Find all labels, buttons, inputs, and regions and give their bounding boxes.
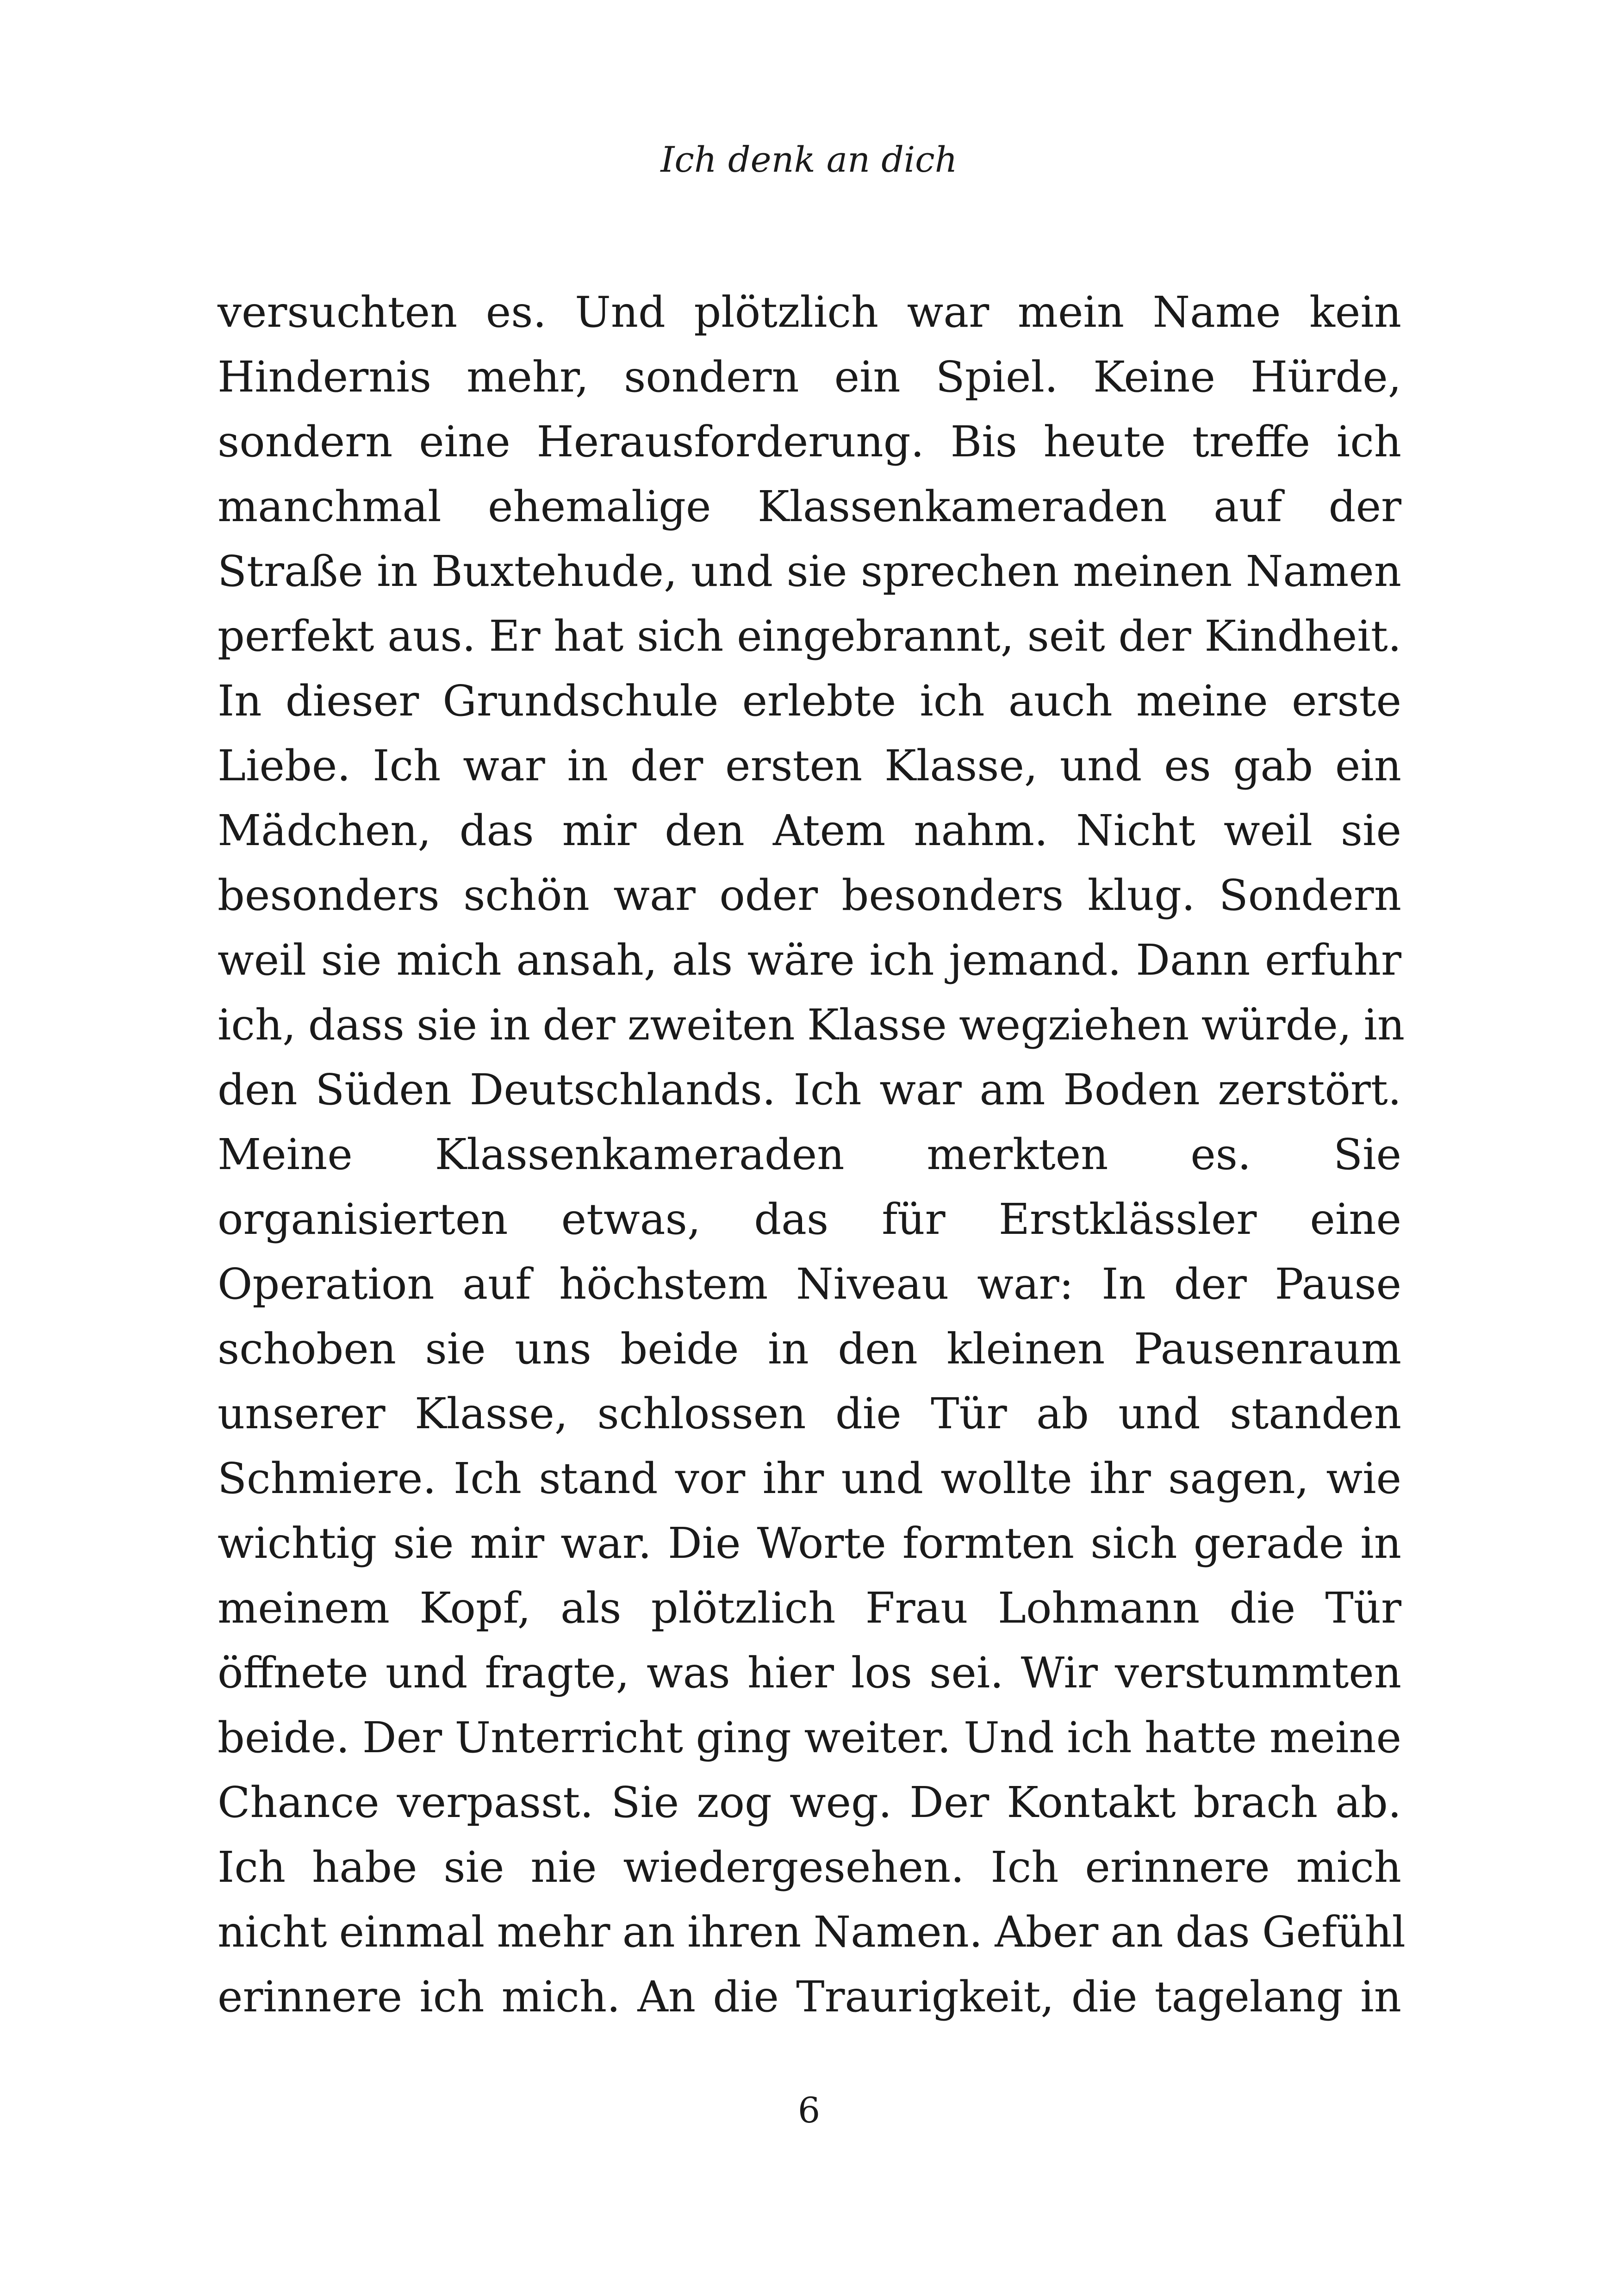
text-line: beide. Der Unterricht ging weiter. Und ich hatte meine [218,1713,1401,1762]
text-line: manchmal ehemalige Klassenkameraden auf der [218,482,1401,531]
text-line: wichtig sie mir war. Die Worte formten sich gerade in [218,1518,1401,1568]
text-line: meinem Kopf, als plötzlich Frau Lohmann die Tür [218,1583,1401,1633]
text-line: versuchten es. Und plötzlich war mein Name kein [218,287,1401,337]
text-line: erinnere ich mich. An die Traurigkeit, die tagelang in [218,1972,1401,2022]
text-line: schoben sie uns beide in den kleinen Pausenraum [218,1324,1401,1374]
text-line: Chance verpasst. Sie zog weg. Der Kontakt brach ab. [218,1778,1401,1827]
text-line: ich, dass sie in der zweiten Klasse wegziehen würde, in [218,1000,1405,1050]
text-line: Ich habe sie nie wiedergesehen. Ich erinnere mich [218,1842,1401,1892]
text-line: weil sie mich ansah, als wäre ich jemand. Dann erfuhr [218,935,1401,985]
text-line: besonders schön war oder besonders klug. Sondern [218,871,1401,920]
text-line: Schmiere. Ich stand vor ihr und wollte ihr sagen, wie [218,1454,1401,1503]
text-line: perfekt aus. Er hat sich eingebrannt, seit der Kindheit. [218,611,1401,661]
text-line: Liebe. Ich war in der ersten Klasse, und es gab ein [218,741,1401,790]
text-line: sondern eine Herausforderung. Bis heute treffe ich [218,417,1401,467]
text-line: Meine Klassenkameraden merkten es. Sie [218,1130,1401,1179]
text-line: Mädchen, das mir den Atem nahm. Nicht weil sie [218,806,1401,855]
text-line: unserer Klasse, schlossen die Tür ab und standen [218,1389,1401,1438]
page-number: 6 [797,2090,821,2131]
text-line: Hindernis mehr, sondern ein Spiel. Keine Hürde, [218,352,1401,402]
text-line: öffnete und fragte, was hier los sei. Wir verstummten [218,1648,1401,1698]
text-line: In dieser Grundschule erlebte ich auch meine erste [218,676,1401,726]
text-line: Straße in Buxtehude, und sie sprechen meinen Namen [218,547,1401,596]
text-line: den Süden Deutschlands. Ich war am Boden zerstört. [218,1065,1401,1114]
text-line: nicht einmal mehr an ihren Namen. Aber an das Gefühl [218,1907,1406,1957]
running-header: Ich denk an dich [660,139,958,180]
text-line: Operation auf höchstem Niveau war: In der Pause [218,1259,1401,1309]
body-text [218,280,1406,2029]
text-line: organisierten etwas, das für Erstklässler eine [218,1195,1401,1244]
